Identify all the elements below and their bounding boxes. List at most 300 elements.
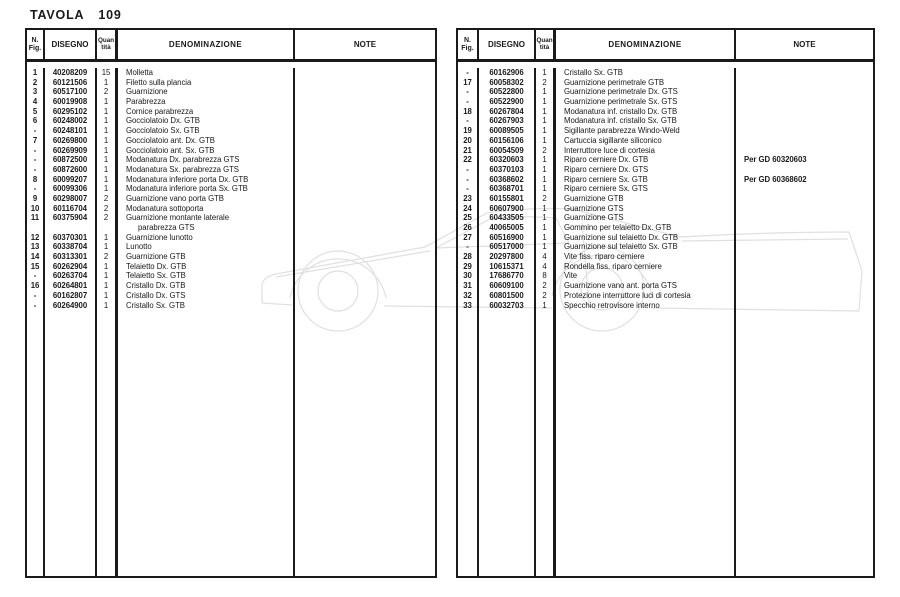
- table-row: [458, 107, 873, 117]
- table-row: [458, 126, 873, 136]
- note: [736, 146, 873, 156]
- note: [295, 78, 435, 88]
- table-row: [458, 204, 873, 214]
- quantity: 1: [97, 184, 118, 194]
- description: Guarnizione GTB: [556, 194, 736, 204]
- quantity: 1: [536, 165, 556, 175]
- table-row: [458, 155, 873, 165]
- table-row: [458, 223, 873, 233]
- description: Modanatura inf. cristallo Dx. GTB: [556, 107, 736, 117]
- fig-number: -: [458, 97, 479, 107]
- part-number: 60370301: [45, 233, 97, 243]
- table-row: [458, 184, 873, 194]
- part-number: 60263704: [45, 271, 97, 281]
- header-disegno: DISEGNO: [45, 30, 97, 59]
- fig-number: 15: [27, 262, 45, 272]
- description: Guarnizione perimetrale GTB: [556, 78, 736, 88]
- table-empty-area: [458, 310, 873, 576]
- note: [736, 194, 873, 204]
- part-number: 60267804: [479, 107, 536, 117]
- fig-number: 6: [27, 116, 45, 126]
- part-number: 60264801: [45, 281, 97, 291]
- table-row: [458, 233, 873, 243]
- table-row: [27, 175, 435, 185]
- table-row: [458, 146, 873, 156]
- fig-number: -: [458, 175, 479, 185]
- quantity: 1: [536, 97, 556, 107]
- fig-number: -: [27, 271, 45, 281]
- description: Gocciolatoio ant. Sx. GTB: [118, 146, 295, 156]
- quantity: 2: [97, 252, 118, 262]
- part-number: 60269800: [45, 136, 97, 146]
- note: [295, 165, 435, 175]
- description: Vite: [556, 271, 736, 281]
- quantity: 2: [536, 291, 556, 301]
- table-row: [458, 136, 873, 146]
- note: [736, 291, 873, 301]
- fig-number: 29: [458, 262, 479, 272]
- fig-number: 16: [27, 281, 45, 291]
- description: Protezione interruttore luci di cortesia: [556, 291, 736, 301]
- description: Riparo cerniere Dx. GTS: [556, 165, 736, 175]
- table-row: [458, 213, 873, 223]
- parts-table-left: [25, 28, 437, 578]
- table-row: [458, 175, 873, 185]
- part-number: 60313301: [45, 252, 97, 262]
- fig-number: 25: [458, 213, 479, 223]
- table-row: [458, 262, 873, 272]
- table-row: [27, 194, 435, 204]
- note: [736, 97, 873, 107]
- table-row: [458, 281, 873, 291]
- quantity: 1: [536, 87, 556, 97]
- note: [295, 107, 435, 117]
- quantity: 1: [97, 107, 118, 117]
- note: Per GD 60368602: [744, 174, 807, 184]
- fig-number: 14: [27, 252, 45, 262]
- note: [295, 281, 435, 291]
- quantity: 2: [536, 194, 556, 204]
- description: Sigillante parabrezza Windo-Weld: [556, 126, 736, 136]
- header-note: NOTE: [353, 40, 377, 49]
- note: [736, 301, 873, 311]
- quantity: 1: [536, 213, 556, 223]
- quantity: 1: [536, 223, 556, 233]
- header-quantity: Quan tità: [97, 30, 118, 59]
- fig-number: -: [458, 165, 479, 175]
- description: Modanatura inf. cristallo Sx. GTB: [556, 116, 736, 126]
- part-number: 60338704: [45, 242, 97, 252]
- description: Guarnizione lunotto: [118, 233, 295, 243]
- part-number: 60089505: [479, 126, 536, 136]
- part-number: 60267903: [479, 116, 536, 126]
- note: [736, 262, 873, 272]
- table-row: [458, 242, 873, 252]
- table-row: [458, 291, 873, 301]
- description: Cornice parabrezza: [118, 107, 295, 117]
- table-row: [27, 146, 435, 156]
- table-header-row: [27, 30, 435, 62]
- quantity: 1: [97, 271, 118, 281]
- part-number: 60099306: [45, 184, 97, 194]
- part-number: 60872600: [45, 165, 97, 175]
- header-fig: N. Fig.: [27, 30, 45, 59]
- note: [736, 136, 873, 146]
- quantity: 1: [97, 301, 118, 311]
- note: [295, 126, 435, 136]
- description: Guarnizione GTS: [556, 213, 736, 223]
- header-denominazione: DENOMINAZIONE: [556, 30, 736, 59]
- quantity: 1: [97, 136, 118, 146]
- description: Gocciolatoio Sx. GTB: [118, 126, 295, 136]
- quantity: 2: [536, 146, 556, 156]
- table-row: [27, 155, 435, 165]
- fig-number: 7: [27, 136, 45, 146]
- table-row: [458, 194, 873, 204]
- quantity: 1: [536, 204, 556, 214]
- part-number: 60517000: [479, 242, 536, 252]
- fig-number: -: [27, 146, 45, 156]
- fig-number: 5: [27, 107, 45, 117]
- quantity: 1: [536, 184, 556, 194]
- note: [295, 116, 435, 126]
- fig-number: 2: [27, 78, 45, 88]
- part-number: 60516900: [479, 233, 536, 243]
- description: Cristallo Sx. GTB: [118, 301, 295, 311]
- table-row: [27, 223, 435, 233]
- table-row: [27, 271, 435, 281]
- fig-number: 23: [458, 194, 479, 204]
- description: Guarnizione montante laterale: [118, 213, 295, 223]
- part-number: 60162906: [479, 68, 536, 78]
- fig-number: 21: [458, 146, 479, 156]
- fig-number: -: [458, 242, 479, 252]
- quantity: 1: [97, 146, 118, 156]
- fig-number: [27, 223, 45, 233]
- quantity: 1: [97, 165, 118, 175]
- quantity: 1: [97, 233, 118, 243]
- description: Specchio retrovisore interno: [556, 301, 736, 311]
- description: Parabrezza: [118, 97, 295, 107]
- note: [736, 213, 873, 223]
- part-number: 60262904: [45, 262, 97, 272]
- table-row: [458, 271, 873, 281]
- note: [736, 233, 873, 243]
- part-number: 60298007: [45, 194, 97, 204]
- description: Cristallo Dx. GTS: [118, 291, 295, 301]
- fig-number: -: [27, 184, 45, 194]
- part-number: 60522800: [479, 87, 536, 97]
- quantity: 1: [536, 242, 556, 252]
- fig-number: 24: [458, 204, 479, 214]
- fig-number: 28: [458, 252, 479, 262]
- part-number: 60433505: [479, 213, 536, 223]
- fig-number: 19: [458, 126, 479, 136]
- description: Filetto sulla plancia: [118, 78, 295, 88]
- fig-number: -: [27, 126, 45, 136]
- table-row: [458, 116, 873, 126]
- description: Modanatura inferiore porta Dx. GTB: [118, 175, 295, 185]
- page-title: [30, 8, 122, 22]
- part-number: 60801500: [479, 291, 536, 301]
- table-row: [27, 233, 435, 243]
- part-number: 60370103: [479, 165, 536, 175]
- fig-number: -: [27, 165, 45, 175]
- fig-number: 13: [27, 242, 45, 252]
- quantity: 2: [97, 194, 118, 204]
- fig-number: 3: [27, 87, 45, 97]
- description: Guarnizione GTS: [556, 204, 736, 214]
- note: [736, 78, 873, 88]
- note: [736, 271, 873, 281]
- description: Guarnizione GTB: [118, 252, 295, 262]
- table-row: [27, 252, 435, 262]
- quantity: 1: [97, 97, 118, 107]
- quantity: 1: [536, 155, 556, 165]
- note: [295, 136, 435, 146]
- fig-number: 10: [27, 204, 45, 214]
- quantity: 1: [97, 242, 118, 252]
- table-row: [458, 97, 873, 107]
- fig-number: 33: [458, 301, 479, 311]
- part-number: 60872500: [45, 155, 97, 165]
- note: [295, 301, 435, 311]
- note: [295, 213, 435, 223]
- table-row: [27, 136, 435, 146]
- fig-number: 20: [458, 136, 479, 146]
- description: Interruttore luce di cortesia: [556, 146, 736, 156]
- description: Riparo cerniere Sx. GTB: [556, 175, 736, 185]
- description: Guarnizione vano ant. porta GTS: [556, 281, 736, 291]
- fig-number: 32: [458, 291, 479, 301]
- fig-number: -: [27, 301, 45, 311]
- quantity: 2: [97, 87, 118, 97]
- description: Gocciolatoio ant. Dx. GTB: [118, 136, 295, 146]
- note: [295, 204, 435, 214]
- table-row: [27, 262, 435, 272]
- fig-number: 27: [458, 233, 479, 243]
- quantity: 1: [536, 116, 556, 126]
- fig-number: -: [27, 291, 45, 301]
- quantity: 1: [97, 291, 118, 301]
- description: Modanatura inferiore porta Sx. GTB: [118, 184, 295, 194]
- description: Gommino per telaietto Dx. GTB: [556, 223, 736, 233]
- quantity: 1: [97, 78, 118, 88]
- part-number: 60269909: [45, 146, 97, 156]
- table-row: [27, 213, 435, 223]
- fig-number: 18: [458, 107, 479, 117]
- quantity: [97, 223, 118, 233]
- table-row: [27, 242, 435, 252]
- quantity: 1: [536, 175, 556, 185]
- table-row: [458, 301, 873, 311]
- note: [736, 165, 873, 175]
- description: Cristallo Dx. GTB: [118, 281, 295, 291]
- description: Guarnizione: [118, 87, 295, 97]
- note: [295, 242, 435, 252]
- note: [295, 233, 435, 243]
- quantity: 4: [536, 262, 556, 272]
- quantity: 1: [536, 107, 556, 117]
- table-row: [27, 184, 435, 194]
- description: Telaietto Sx. GTB: [118, 271, 295, 281]
- part-number: 60375904: [45, 213, 97, 223]
- table-row: [458, 87, 873, 97]
- fig-number: 17: [458, 78, 479, 88]
- part-number: 20297800: [479, 252, 536, 262]
- quantity: 1: [97, 116, 118, 126]
- fig-number: -: [458, 116, 479, 126]
- table-row: [27, 87, 435, 97]
- part-number: 60054509: [479, 146, 536, 156]
- table-header-row: [458, 30, 873, 62]
- fig-number: 12: [27, 233, 45, 243]
- fig-number: 11: [27, 213, 45, 223]
- part-number: 60368602: [479, 175, 536, 185]
- page-title-number: 109: [98, 8, 122, 22]
- table-empty-area: [27, 310, 435, 576]
- description: Rondella fiss. riparo cerniere: [556, 262, 736, 272]
- note: [736, 107, 873, 117]
- table-row: [27, 68, 435, 78]
- part-number: 60099207: [45, 175, 97, 185]
- table-row: [458, 165, 873, 175]
- part-number: 60295102: [45, 107, 97, 117]
- part-number: 60019908: [45, 97, 97, 107]
- description: Guarnizione vano porta GTB: [118, 194, 295, 204]
- page-title-label: TAVOLA: [30, 8, 85, 22]
- header-quantity: Quan tità: [536, 30, 556, 59]
- part-number: 60609100: [479, 281, 536, 291]
- quantity: 2: [536, 281, 556, 291]
- note: [295, 271, 435, 281]
- description: Cristallo Sx. GTB: [556, 68, 736, 78]
- description: Modanatura Dx. parabrezza GTS: [118, 155, 295, 165]
- note: [736, 184, 873, 194]
- parts-table-right: [456, 28, 875, 578]
- part-number: 10615371: [479, 262, 536, 272]
- header-note: NOTE: [793, 40, 816, 49]
- quantity: 2: [97, 204, 118, 214]
- description: Modanatura sottoporta: [118, 204, 295, 214]
- description: Guarnizione sul telaietto Dx. GTB: [556, 233, 736, 243]
- part-number: 40208209: [45, 68, 97, 78]
- part-number: 60248101: [45, 126, 97, 136]
- part-number: 60156106: [479, 136, 536, 146]
- quantity: 1: [536, 68, 556, 78]
- table-row: [27, 291, 435, 301]
- quantity: 1: [536, 136, 556, 146]
- quantity: 2: [97, 213, 118, 223]
- header-fig: N. Fig.: [458, 30, 479, 59]
- part-number: 60058302: [479, 78, 536, 88]
- quantity: 2: [536, 78, 556, 88]
- fig-number: 22: [458, 155, 479, 165]
- note: [295, 252, 435, 262]
- note: [736, 242, 873, 252]
- table-row: [27, 281, 435, 291]
- note: [736, 204, 873, 214]
- note: [736, 87, 873, 97]
- quantity: 1: [97, 262, 118, 272]
- table-row: [27, 204, 435, 214]
- part-number: [45, 223, 97, 233]
- table-row: [27, 165, 435, 175]
- fig-number: 31: [458, 281, 479, 291]
- description: Guarnizione perimetrale Sx. GTS: [556, 97, 736, 107]
- fig-number: -: [458, 184, 479, 194]
- quantity: 1: [536, 233, 556, 243]
- fig-number: 26: [458, 223, 479, 233]
- description: Molletta: [118, 68, 295, 78]
- part-number: 60121506: [45, 78, 97, 88]
- part-number: 60517100: [45, 87, 97, 97]
- fig-number: 8: [27, 175, 45, 185]
- note: [736, 281, 873, 291]
- note: [736, 68, 873, 78]
- table-row: [27, 301, 435, 311]
- description: Riparo cerniere Sx. GTS: [556, 184, 736, 194]
- part-number: 40065005: [479, 223, 536, 233]
- fig-number: 30: [458, 271, 479, 281]
- table-row: [27, 107, 435, 117]
- note: [295, 291, 435, 301]
- description: Gocciolatoio Dx. GTB: [118, 116, 295, 126]
- note: [295, 262, 435, 272]
- fig-number: -: [458, 68, 479, 78]
- table-row: [458, 78, 873, 88]
- fig-number: 4: [27, 97, 45, 107]
- quantity: 1: [97, 175, 118, 185]
- description: Guarnizione perimetrale Dx. GTS: [556, 87, 736, 97]
- quantity: 4: [536, 252, 556, 262]
- note: [736, 126, 873, 136]
- note: [295, 223, 435, 233]
- table-row: [27, 116, 435, 126]
- note: [295, 184, 435, 194]
- quantity: 1: [536, 301, 556, 311]
- part-number: 60155801: [479, 194, 536, 204]
- part-number: 60320603: [479, 155, 536, 165]
- description: Riparo cerniere Dx. GTB: [556, 155, 736, 165]
- description: Guarnizione sul telaietto Sx. GTB: [556, 242, 736, 252]
- note: [736, 116, 873, 126]
- part-number: 60368701: [479, 184, 536, 194]
- part-number: 60607900: [479, 204, 536, 214]
- header-disegno: DISEGNO: [479, 30, 536, 59]
- table-row: [458, 252, 873, 262]
- table-row: [27, 78, 435, 88]
- note: [295, 68, 435, 78]
- description: Modanatura Sx. parabrezza GTS: [118, 165, 295, 175]
- fig-number: -: [27, 155, 45, 165]
- description: Cartuccia sigillante siliconico: [556, 136, 736, 146]
- part-number: 60522900: [479, 97, 536, 107]
- description: Telaietto Dx. GTB: [118, 262, 295, 272]
- fig-number: 9: [27, 194, 45, 204]
- note: Per GD 60320603: [744, 155, 807, 165]
- note: [295, 97, 435, 107]
- note: [736, 252, 873, 262]
- quantity: 1: [97, 281, 118, 291]
- part-number: 60032703: [479, 301, 536, 311]
- part-number: 60248002: [45, 116, 97, 126]
- note: [295, 87, 435, 97]
- description: parabrezza GTS: [118, 223, 295, 233]
- note: [295, 155, 435, 165]
- note: [295, 194, 435, 204]
- fig-number: 1: [27, 68, 45, 78]
